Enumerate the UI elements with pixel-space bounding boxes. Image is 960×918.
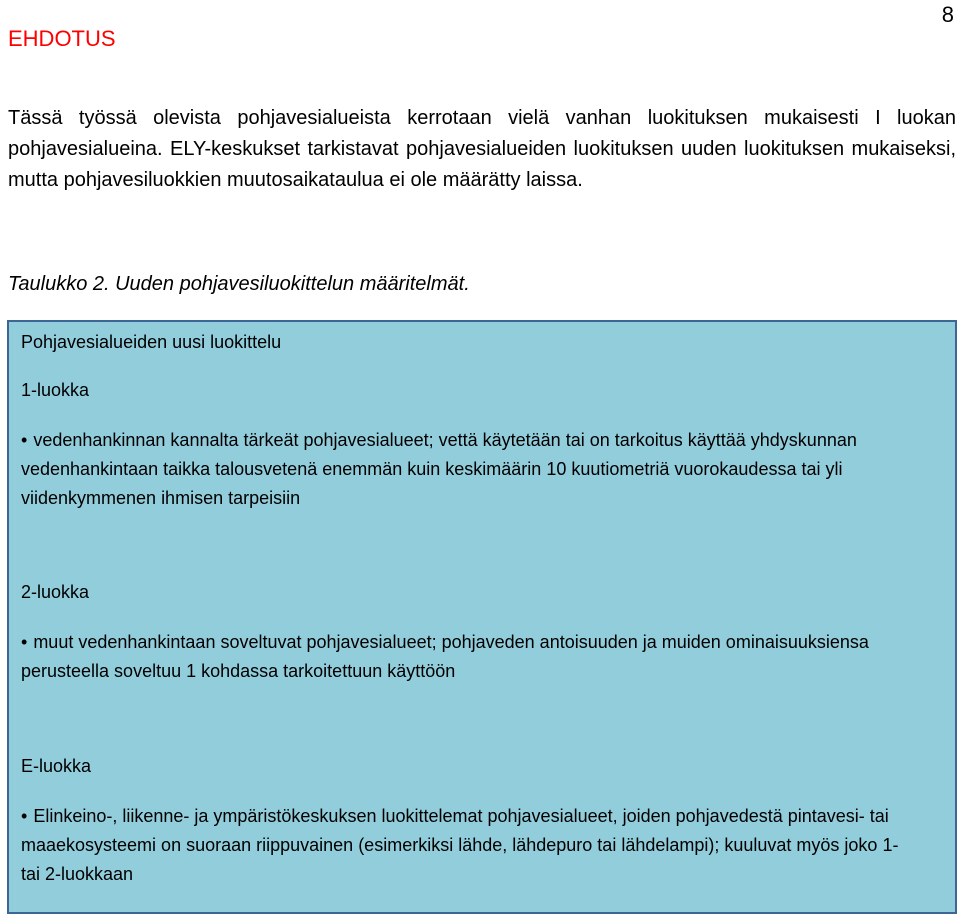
box-title: Pohjavesialueiden uusi luokittelu xyxy=(21,332,282,352)
table-caption: Taulukko 2. Uuden pohjavesiluokittelun määritelmät. xyxy=(8,273,470,295)
class-e-text: Elinkeino-, liikenne- ja ympäristökeskuksen luokittelemat pohjavesialueet, joiden pohjavedestä pintavesi- tai maaekosysteemi on suoraan riippuvainen (esimerkiksi lähde, lähdepuro tai lähdelampi); kuuluvat myös joko 1- tai 2-luokkaan xyxy=(21,806,899,884)
class-e-description xyxy=(21,802,921,889)
intro-paragraph: Tässä työssä olevista pohjavesialueista kerrotaan vielä vanhan luokituksen mukaisesti I luokan pohjavesialueina. ELY-keskukset tarkistavat pohjavesialueiden luokituksen uuden luokituksen mukaiseksi, mutta pohjavesiluokkien muutosaikataulua ei ole määrätty laissa. xyxy=(8,107,956,191)
draft-label: EHDOTUS xyxy=(8,26,116,51)
class-2-description xyxy=(21,628,921,686)
classification-box xyxy=(7,320,957,914)
bullet-icon: • xyxy=(21,430,28,450)
class-1-text: vedenhankinnan kannalta tärkeät pohjavesialueet; vettä käytetään tai on tarkoitus käyttää yhdyskunnan vedenhankintaan taikka talousvetenä enemmän kuin keskimäärin 10 kuutiometriä vuorokaudessa tai yli viidenkymmenen ihmisen tarpeisiin xyxy=(21,430,857,508)
class-e-heading: E-luokka xyxy=(21,756,92,776)
class-2-heading: 2-luokka xyxy=(21,582,90,602)
bullet-icon: • xyxy=(21,632,28,652)
bullet-icon: • xyxy=(21,806,28,826)
page-number: 8 xyxy=(941,2,954,27)
class-1-description xyxy=(21,426,921,513)
class-2-text: muut vedenhankintaan soveltuvat pohjavesialueet; pohjaveden antoisuuden ja muiden ominaisuuksiensa perusteella soveltuu 1 kohdassa tarkoitettuun käyttöön xyxy=(21,632,869,681)
class-1-heading: 1-luokka xyxy=(21,380,90,400)
